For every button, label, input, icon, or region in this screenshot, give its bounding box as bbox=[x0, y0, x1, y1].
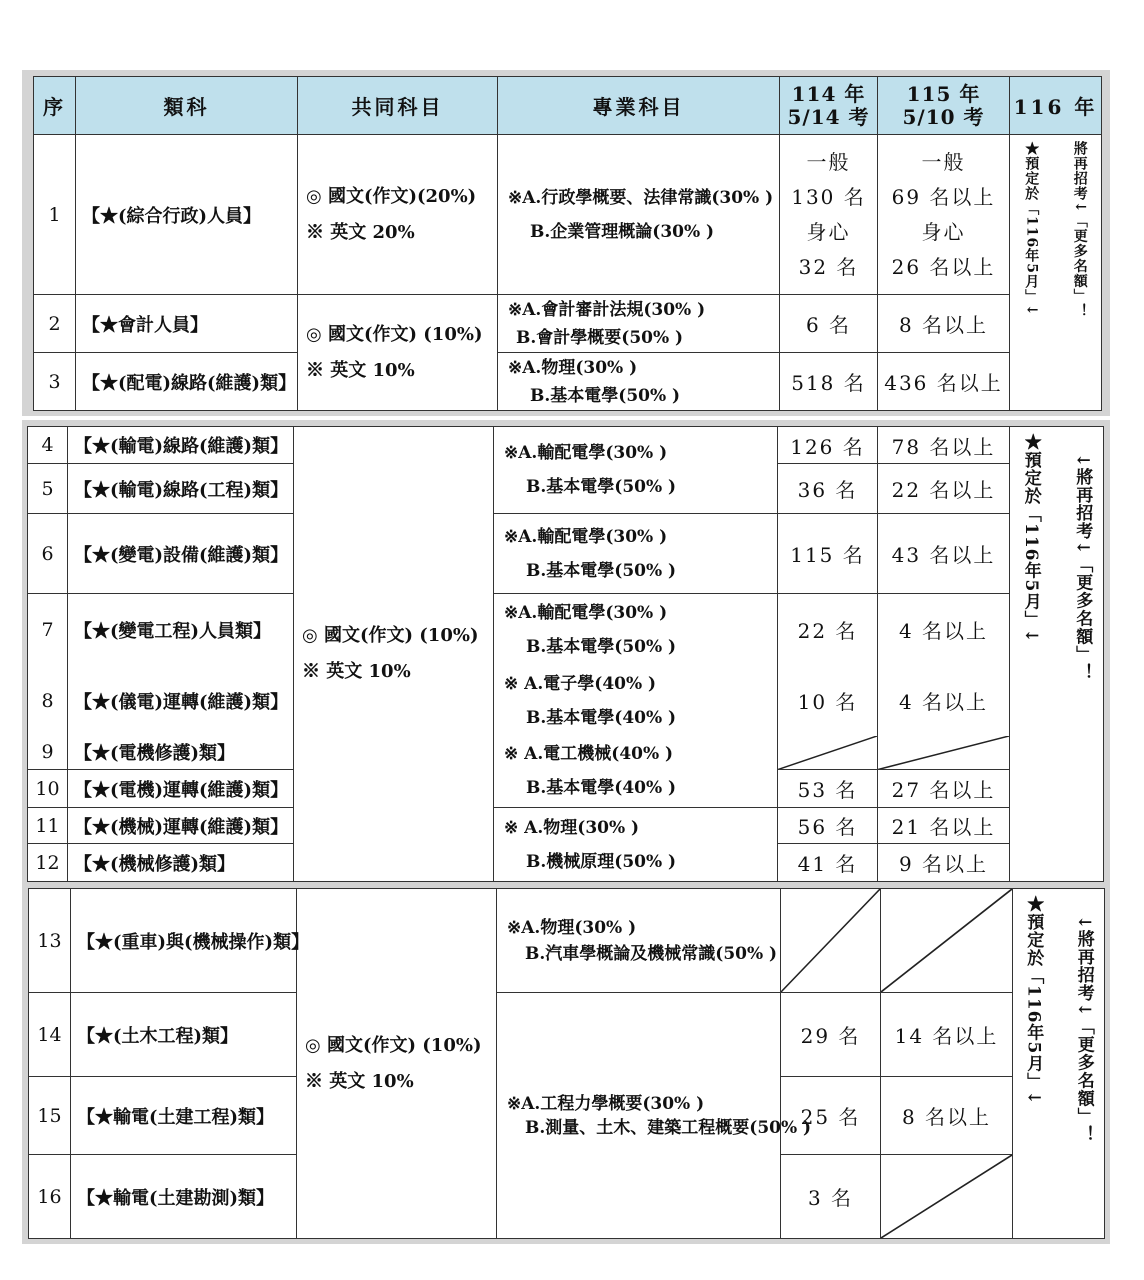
professional-subjects bbox=[494, 808, 778, 882]
professional-subjects bbox=[494, 427, 778, 514]
header-common: 共同科目 bbox=[298, 77, 498, 135]
prof-line-b: B.基本電學(50% ) bbox=[526, 636, 677, 657]
row-category: 【★輸電(土建勘測)類】 bbox=[71, 1155, 297, 1239]
prof-line-a: ※A.物理(30% ) bbox=[508, 357, 638, 378]
prof-line-a: ※A.輸配電學(30% ) bbox=[504, 443, 668, 463]
row-no: 8 bbox=[28, 666, 68, 736]
header-category: 類科 bbox=[76, 77, 298, 135]
note-116 bbox=[1010, 427, 1104, 882]
professional-subjects bbox=[498, 135, 780, 295]
prof-line-b: B.基本電學(50% ) bbox=[530, 385, 681, 406]
common-subjects bbox=[294, 427, 494, 882]
note-text-b: 將再招考↓「更多名額」！ bbox=[1071, 141, 1088, 319]
quota-line: 身心 bbox=[921, 219, 966, 244]
prof-line-a: ※A.輸配電學(30% ) bbox=[504, 526, 668, 547]
quota-115: 43 名以上 bbox=[878, 514, 1010, 594]
row-category: 【★(機械)運轉(維護)類】 bbox=[68, 808, 294, 844]
row-category: 【★(電機)運轉(維護)類】 bbox=[68, 770, 294, 808]
note-wrap bbox=[1010, 135, 1101, 319]
common-line: ※ 英文 10% bbox=[306, 359, 415, 381]
professional-subjects bbox=[494, 514, 778, 594]
quota-114: 25 名 bbox=[781, 1077, 881, 1155]
note-text-a: ★預定於「116年5月」↓ bbox=[1023, 141, 1040, 317]
quota-114: 3 名 bbox=[781, 1155, 881, 1239]
quota-114: 126 名 bbox=[778, 427, 878, 464]
quota-115: 14 名以上 bbox=[881, 993, 1013, 1077]
note-116 bbox=[1010, 135, 1102, 411]
quota-115: 8 名以上 bbox=[881, 1077, 1013, 1155]
note-116 bbox=[1013, 889, 1105, 1239]
prof-line-b: B.基本電學(50% ) bbox=[526, 560, 677, 581]
quota-line: 69 名以上 bbox=[891, 184, 996, 209]
quota-line: 身心 bbox=[806, 219, 851, 244]
quota-115: 9 名以上 bbox=[878, 844, 1010, 882]
row-no: 10 bbox=[28, 770, 68, 808]
common-subjects bbox=[298, 135, 498, 295]
prof-line-b: B.會計學概要(50% ) bbox=[516, 327, 684, 348]
quota-114 bbox=[780, 135, 878, 295]
row-no: 6 bbox=[28, 514, 68, 594]
row-no: 3 bbox=[34, 353, 76, 411]
header-115 bbox=[878, 77, 1010, 135]
common-line: ◎ 國文(作文) (10%) bbox=[306, 323, 483, 345]
prof-line-a: ※ A.電工機械(40% ) bbox=[504, 744, 674, 765]
prof-line-a: ※A.會計審計法規(30% ) bbox=[508, 299, 706, 320]
note-text-b: ↓將再招考↓「更多名額」！ bbox=[1073, 915, 1094, 1144]
quota-114: 53 名 bbox=[778, 770, 878, 808]
quota-115 bbox=[878, 135, 1010, 295]
empty-quota-115 bbox=[881, 889, 1013, 993]
header-professional: 專業科目 bbox=[498, 77, 780, 135]
diagonal-line bbox=[781, 889, 880, 992]
header-115-line2: 5/10 考 bbox=[902, 104, 985, 129]
quota-114: 518 名 bbox=[780, 353, 878, 411]
professional-subjects bbox=[494, 666, 778, 736]
row-category: 【★會計人員】 bbox=[76, 295, 298, 353]
header-114-line1: 114 年 bbox=[791, 81, 866, 106]
quota-115: 4 名以上 bbox=[878, 594, 1010, 666]
quota-line: 130 名 bbox=[791, 184, 866, 209]
quota-line: 26 名以上 bbox=[891, 254, 996, 279]
quota-115: 27 名以上 bbox=[878, 770, 1010, 808]
professional-subjects bbox=[497, 889, 781, 993]
row-no: 9 bbox=[28, 736, 68, 770]
prof-line-b: B.企業管理概論(30% ) bbox=[530, 221, 715, 242]
prof-line-a: ※A.物理(30% ) bbox=[507, 917, 637, 938]
quota-114: 36 名 bbox=[778, 464, 878, 514]
row-no: 15 bbox=[29, 1077, 71, 1155]
professional-subjects bbox=[497, 993, 812, 1239]
section-3-table bbox=[28, 888, 1105, 1239]
common-line: ※ 英文 20% bbox=[306, 221, 415, 243]
quota-115: 22 名以上 bbox=[878, 464, 1010, 514]
diagonal-line bbox=[881, 1155, 1012, 1238]
common-subjects bbox=[297, 889, 497, 1239]
empty-quota-114 bbox=[781, 889, 881, 993]
row-no: 2 bbox=[34, 295, 76, 353]
row-no: 12 bbox=[28, 844, 68, 882]
quota-115: 436 名以上 bbox=[878, 353, 1010, 411]
diagonal-line bbox=[878, 736, 1009, 770]
row-no: 13 bbox=[29, 889, 71, 993]
row-no: 11 bbox=[28, 808, 68, 844]
diagonal-line bbox=[778, 736, 877, 770]
row-category: 【★輸電(土建工程)類】 bbox=[71, 1077, 297, 1155]
row-category: 【★(儀電)運轉(維護)類】 bbox=[68, 666, 294, 736]
common-subjects bbox=[298, 295, 498, 411]
row-no: 14 bbox=[29, 993, 71, 1077]
empty-quota-114 bbox=[778, 736, 878, 770]
common-line: ◎ 國文(作文)(20%) bbox=[306, 185, 477, 207]
quota-line: 一般 bbox=[806, 149, 851, 174]
prof-line-b: B.汽車學概論及機械常識(50% ) bbox=[525, 943, 778, 964]
row-no: 5 bbox=[28, 464, 68, 514]
prof-line-b: B.基本電學(40% ) bbox=[526, 778, 677, 799]
note-text-a: ★預定於「116年5月」↓ bbox=[1023, 895, 1044, 1106]
prof-line-a: ※A.工程力學概要(30% ) bbox=[507, 1093, 705, 1114]
prof-line-a: ※A.輸配電學(30% ) bbox=[504, 602, 668, 623]
section-2-table bbox=[27, 426, 1104, 882]
quota-114: 10 名 bbox=[778, 666, 878, 736]
row-no: 1 bbox=[34, 135, 76, 295]
quota-115: 4 名以上 bbox=[878, 666, 1010, 736]
quota-114: 115 名 bbox=[778, 514, 878, 594]
note-text-a: ★預定於「116年5月」↓ bbox=[1020, 433, 1041, 644]
professional-subjects bbox=[494, 594, 778, 666]
row-no: 4 bbox=[28, 427, 68, 464]
professional-subjects bbox=[498, 353, 780, 411]
quota-114: 22 名 bbox=[778, 594, 878, 666]
professional-subjects bbox=[498, 295, 780, 353]
header-seq: 序 bbox=[34, 77, 76, 135]
common-line: ※ 英文 10% bbox=[302, 661, 411, 682]
prof-line-a: ※ A.物理(30% ) bbox=[504, 817, 640, 838]
row-category: 【★(輸電)線路(工程)類】 bbox=[68, 464, 294, 514]
header-114 bbox=[780, 77, 878, 135]
row-category: 【★(機械修護)類】 bbox=[68, 844, 294, 882]
row-category: 【★(重車)與(機械操作)類】 bbox=[71, 889, 297, 993]
note-text-b: ↓將再招考↓「更多名額」！ bbox=[1072, 453, 1093, 682]
common-line: ◎ 國文(作文) (10%) bbox=[302, 625, 479, 646]
quota-line: 一般 bbox=[921, 149, 966, 174]
common-line: ◎ 國文(作文) (10%) bbox=[305, 1034, 482, 1056]
quota-115: 8 名以上 bbox=[878, 295, 1010, 353]
quota-114: 41 名 bbox=[778, 844, 878, 882]
section-1-table bbox=[33, 76, 1102, 411]
empty-quota-115 bbox=[881, 1155, 1013, 1239]
prof-line-b: B.機械原理(50% ) bbox=[526, 851, 677, 872]
quota-115: 78 名以上 bbox=[878, 427, 1010, 464]
prof-line-b: B.基本電學(50% ) bbox=[526, 477, 677, 497]
quota-114: 56 名 bbox=[778, 808, 878, 844]
row-category: 【★(土木工程)類】 bbox=[71, 993, 297, 1077]
quota-114: 6 名 bbox=[780, 295, 878, 353]
row-no: 7 bbox=[28, 594, 68, 666]
quota-line: 32 名 bbox=[798, 254, 859, 279]
row-category: 【★(變電工程)人員類】 bbox=[68, 594, 294, 666]
row-category: 【★(配電)線路(維護)類】 bbox=[76, 353, 298, 411]
note-wrap bbox=[1010, 427, 1103, 682]
empty-quota-115 bbox=[878, 736, 1010, 770]
row-no: 16 bbox=[29, 1155, 71, 1239]
common-line: ※ 英文 10% bbox=[305, 1070, 414, 1092]
note-wrap bbox=[1013, 889, 1104, 1144]
row-category: 【★(電機修護)類】 bbox=[68, 736, 294, 770]
header-114-line2: 5/14 考 bbox=[787, 104, 870, 129]
header-116: 116 年 bbox=[1010, 77, 1102, 135]
row-category: 【★(輸電)線路(維護)類】 bbox=[68, 427, 294, 464]
prof-line-a: ※ A.電子學(40% ) bbox=[504, 673, 657, 694]
quota-114: 29 名 bbox=[781, 993, 881, 1077]
prof-line-a: ※A.行政學概要、法律常識(30% ) bbox=[508, 187, 774, 208]
diagonal-line bbox=[881, 889, 1012, 992]
header-115-line1: 115 年 bbox=[906, 81, 981, 106]
row-category: 【★(綜合行政)人員】 bbox=[76, 135, 298, 295]
row-category: 【★(變電)設備(維護)類】 bbox=[68, 514, 294, 594]
prof-line-b: B.基本電學(40% ) bbox=[526, 707, 677, 728]
professional-subjects bbox=[494, 736, 778, 808]
quota-115: 21 名以上 bbox=[878, 808, 1010, 844]
prof-line-b: B.測量、土木、建築工程概要(50% ) bbox=[525, 1117, 812, 1138]
